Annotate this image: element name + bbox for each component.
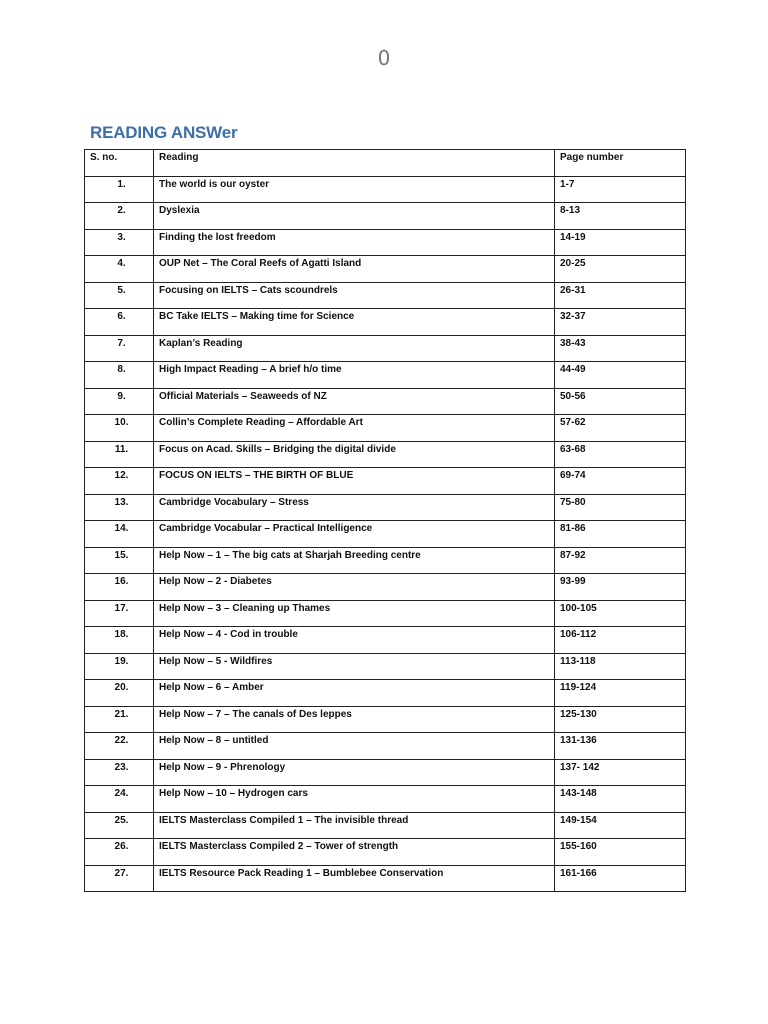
row-reading-title: Help Now – 2 - Diabetes bbox=[154, 574, 555, 601]
table-row bbox=[85, 706, 686, 733]
table-row bbox=[85, 256, 686, 283]
row-page-range: 38-43 bbox=[555, 335, 686, 362]
row-page-range: 161-166 bbox=[555, 865, 686, 892]
table-row bbox=[85, 335, 686, 362]
table-row bbox=[85, 203, 686, 230]
table-row bbox=[85, 362, 686, 389]
row-reading-title: IELTS Masterclass Compiled 2 – Tower of strength bbox=[154, 839, 555, 866]
row-serial-number: 8. bbox=[85, 362, 154, 389]
row-serial-number: 18. bbox=[85, 627, 154, 654]
table-row bbox=[85, 547, 686, 574]
row-serial-number: 9. bbox=[85, 388, 154, 415]
row-reading-title: Cambridge Vocabular – Practical Intelligence bbox=[154, 521, 555, 548]
row-serial-number: 22. bbox=[85, 733, 154, 760]
table-body bbox=[85, 176, 686, 892]
table-row bbox=[85, 468, 686, 495]
row-serial-number: 10. bbox=[85, 415, 154, 442]
row-serial-number: 27. bbox=[85, 865, 154, 892]
reading-index-table bbox=[84, 149, 686, 892]
row-page-range: 75-80 bbox=[555, 494, 686, 521]
row-reading-title: High Impact Reading – A brief h/o time bbox=[154, 362, 555, 389]
row-page-range: 44-49 bbox=[555, 362, 686, 389]
row-serial-number: 14. bbox=[85, 521, 154, 548]
row-page-range: 32-37 bbox=[555, 309, 686, 336]
row-serial-number: 17. bbox=[85, 600, 154, 627]
row-reading-title: Help Now – 3 – Cleaning up Thames bbox=[154, 600, 555, 627]
row-serial-number: 24. bbox=[85, 786, 154, 813]
row-serial-number: 1. bbox=[85, 176, 154, 203]
table-row bbox=[85, 176, 686, 203]
row-serial-number: 16. bbox=[85, 574, 154, 601]
column-header-reading: Reading bbox=[154, 150, 555, 177]
table-row bbox=[85, 733, 686, 760]
table-row bbox=[85, 627, 686, 654]
table-row bbox=[85, 574, 686, 601]
page-number: 0 bbox=[377, 46, 391, 70]
row-page-range: 155-160 bbox=[555, 839, 686, 866]
row-reading-title: Cambridge Vocabulary – Stress bbox=[154, 494, 555, 521]
row-reading-title: IELTS Resource Pack Reading 1 – Bumblebee Conservation bbox=[154, 865, 555, 892]
row-reading-title: IELTS Masterclass Compiled 1 – The invisible thread bbox=[154, 812, 555, 839]
row-reading-title: FOCUS ON IELTS – THE BIRTH OF BLUE bbox=[154, 468, 555, 495]
row-page-range: 143-148 bbox=[555, 786, 686, 813]
row-reading-title: BC Take IELTS – Making time for Science bbox=[154, 309, 555, 336]
table-row bbox=[85, 600, 686, 627]
row-page-range: 87-92 bbox=[555, 547, 686, 574]
row-page-range: 69-74 bbox=[555, 468, 686, 495]
row-reading-title: Help Now – 9 - Phrenology bbox=[154, 759, 555, 786]
row-reading-title: Help Now – 4 - Cod in trouble bbox=[154, 627, 555, 654]
row-reading-title: Focus on Acad. Skills – Bridging the digital divide bbox=[154, 441, 555, 468]
row-page-range: 125-130 bbox=[555, 706, 686, 733]
row-page-range: 100-105 bbox=[555, 600, 686, 627]
row-reading-title: Kaplan’s Reading bbox=[154, 335, 555, 362]
table-header-row bbox=[85, 150, 686, 177]
row-reading-title: Finding the lost freedom bbox=[154, 229, 555, 256]
table-row bbox=[85, 309, 686, 336]
row-page-range: 119-124 bbox=[555, 680, 686, 707]
column-header-page-number: Page number bbox=[555, 150, 686, 177]
row-serial-number: 26. bbox=[85, 839, 154, 866]
table-row bbox=[85, 653, 686, 680]
row-page-range: 93-99 bbox=[555, 574, 686, 601]
table-row bbox=[85, 839, 686, 866]
table-row bbox=[85, 865, 686, 892]
row-reading-title: Help Now – 7 – The canals of Des leppes bbox=[154, 706, 555, 733]
row-reading-title: Help Now – 1 – The big cats at Sharjah Breeding centre bbox=[154, 547, 555, 574]
table-row bbox=[85, 388, 686, 415]
column-header-sno: S. no. bbox=[85, 150, 154, 177]
row-serial-number: 7. bbox=[85, 335, 154, 362]
row-serial-number: 15. bbox=[85, 547, 154, 574]
row-serial-number: 2. bbox=[85, 203, 154, 230]
row-page-range: 1-7 bbox=[555, 176, 686, 203]
row-serial-number: 21. bbox=[85, 706, 154, 733]
row-reading-title: OUP Net – The Coral Reefs of Agatti Island bbox=[154, 256, 555, 283]
row-serial-number: 6. bbox=[85, 309, 154, 336]
row-serial-number: 19. bbox=[85, 653, 154, 680]
row-page-range: 14-19 bbox=[555, 229, 686, 256]
table-row bbox=[85, 786, 686, 813]
row-reading-title: Help Now – 5 - Wildfires bbox=[154, 653, 555, 680]
table-row bbox=[85, 759, 686, 786]
table-row bbox=[85, 441, 686, 468]
row-serial-number: 25. bbox=[85, 812, 154, 839]
row-page-range: 20-25 bbox=[555, 256, 686, 283]
row-reading-title: Collin’s Complete Reading – Affordable Art bbox=[154, 415, 555, 442]
row-page-range: 131-136 bbox=[555, 733, 686, 760]
row-reading-title: Help Now – 6 – Amber bbox=[154, 680, 555, 707]
row-serial-number: 5. bbox=[85, 282, 154, 309]
table-row bbox=[85, 521, 686, 548]
row-reading-title: Official Materials – Seaweeds of NZ bbox=[154, 388, 555, 415]
row-page-range: 8-13 bbox=[555, 203, 686, 230]
row-page-range: 57-62 bbox=[555, 415, 686, 442]
row-page-range: 26-31 bbox=[555, 282, 686, 309]
row-serial-number: 20. bbox=[85, 680, 154, 707]
table-row bbox=[85, 282, 686, 309]
row-reading-title: The world is our oyster bbox=[154, 176, 555, 203]
row-page-range: 149-154 bbox=[555, 812, 686, 839]
row-serial-number: 13. bbox=[85, 494, 154, 521]
row-reading-title: Help Now – 10 – Hydrogen cars bbox=[154, 786, 555, 813]
row-serial-number: 23. bbox=[85, 759, 154, 786]
row-page-range: 63-68 bbox=[555, 441, 686, 468]
table-row bbox=[85, 680, 686, 707]
row-page-range: 81-86 bbox=[555, 521, 686, 548]
row-page-range: 113-118 bbox=[555, 653, 686, 680]
row-reading-title: Help Now – 8 – untitled bbox=[154, 733, 555, 760]
row-serial-number: 3. bbox=[85, 229, 154, 256]
document-title: READING ANSWer bbox=[90, 123, 238, 142]
row-reading-title: Dyslexia bbox=[154, 203, 555, 230]
row-reading-title: Focusing on IELTS – Cats scoundrels bbox=[154, 282, 555, 309]
row-page-range: 106-112 bbox=[555, 627, 686, 654]
row-serial-number: 4. bbox=[85, 256, 154, 283]
table-row bbox=[85, 229, 686, 256]
row-serial-number: 12. bbox=[85, 468, 154, 495]
table-row bbox=[85, 812, 686, 839]
row-page-range: 50-56 bbox=[555, 388, 686, 415]
table-row bbox=[85, 494, 686, 521]
row-serial-number: 11. bbox=[85, 441, 154, 468]
table-row bbox=[85, 415, 686, 442]
row-page-range: 137- 142 bbox=[555, 759, 686, 786]
